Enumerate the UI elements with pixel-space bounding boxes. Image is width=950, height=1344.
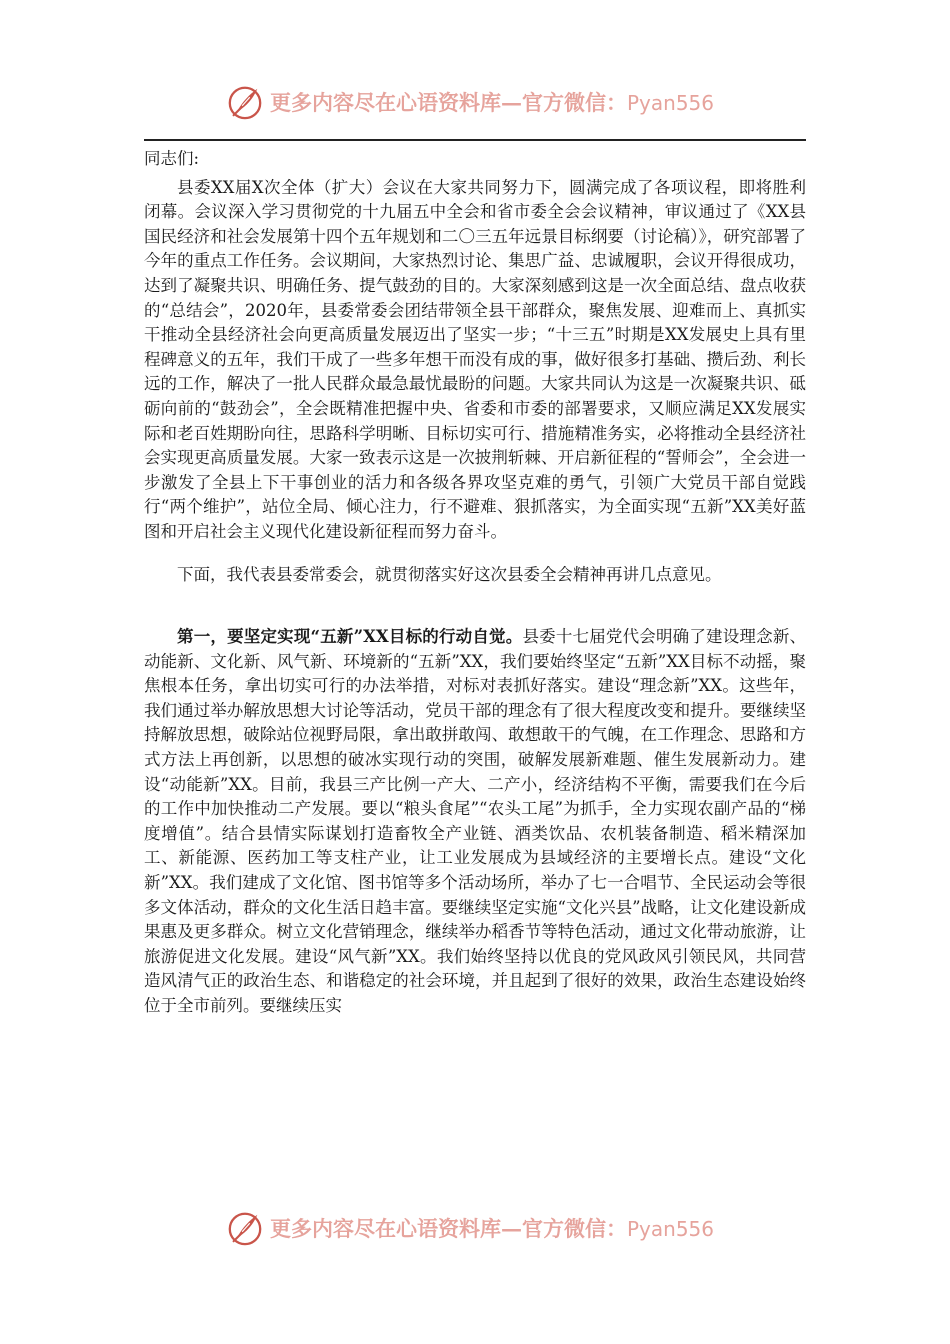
paragraph-1: 县委XX届X次全体（扩大）会议在大家共同努力下，圆满完成了各项议程，即将胜利闭幕。会议深入学习贯彻党的十九届五中全会和省市委全会会议精神，审议通过了《XX县国民经济和社会发展第十四个五年规划和二〇三五年远景目标纲要（讨论稿）》，研究部署了今年的重点工作任务。会议期间，大家热烈讨论、集思广益、忠诚履职，会议开得很成功，达到了凝聚共识、明确任务、提气鼓劲的目的。大家深刻感到这是一次全面总结、盘点收获的“总结会”，2020年，县委常委会团结带领全县干部群众，聚焦发展、迎难而上、真抓实干推动全县经济社会向更高质量发展迈出了坚实一步；“十三五”时期是XX发展史上具有里程碑意义的五年，我们干成了一些多年想干而没有成的事，做好很多打基础、攒后劲、利长远的工作，解决了一批人民群众最急最忧最盼的问题。大家共同认为这是一次凝聚共识、砥砺向前的“鼓劲会”，全会既精准把握中央、省委和市委的部署要求，又顺应满足XX发展实际和老百姓期盼向往，思路科学明晰、目标切实可行、措施精准务实，必将推动全县经济社会实现更高质量发展。大家一致表示这是一次披荆斩棘、开启新征程的“誓师会”，全会进一步激发了全县上下干事创业的活力和各级各界攻坚克难的勇气，引领广大党员干部自觉践行“两个维护”，站位全局、倾心注力，行不避难、狠抓落实，为全面实现“五新”XX美好蓝图和开启社会主义现代化建设新征程而努力奋斗。: [144, 177, 806, 541]
banner-text: 更多内容尽在心语资料库—官方微信：Pyan556: [270, 90, 715, 115]
document-body: [144, 144, 806, 1019]
feather-pen-logo-icon: [226, 83, 264, 121]
footer-banner: [226, 1206, 746, 1250]
paragraph-3-heading: 第一，要坚定实现“五新”XX目标的行动自觉。: [177, 627, 523, 647]
greeting: 同志们:: [144, 149, 200, 168]
paragraph-3-body: 县委十七届党代会明确了建设理念新、动能新、文化新、风气新、环境新的“五新”XX，我们要始终坚定“五新”XX目标不动摇，聚焦根本任务，拿出切实可行的办法举措，对标对表抓好落实。建设“理念新”XX。这些年，我们通过举办解放思想大讨论等活动，党员干部的理念有了很大程度改变和提升。要继续坚持解放思想，破除站位视野局限，拿出敢拼敢闯、敢想敢干的气魄，在工作理念、思路和方式方法上再创新，以思想的破冰实现行动的突围，破解发展新难题、催生发展新动力。建设“动能新”XX。目前，我县三产比例一产大、二产小，经济结构不平衡，需要我们在今后的工作中加快推动二产发展。要以“粮头食尾”“农头工尾”为抓手，全力实现农副产品的“梯度增值”。结合县情实际谋划打造畜牧全产业链、酒类饮品、农机装备制造、稻米精深加工、新能源、医药加工等支柱产业，让工业发展成为县域经济的主要增长点。建设“文化新”XX。我们建成了文化馆、图书馆等多个活动场所，举办了七一合唱节、全民运动会等很多文体活动，群众的文化生活日趋丰富。要继续坚定实施“文化兴县”战略，让文化建设新成果惠及更多群众。树立文化营销理念，继续举办稻香节等特色活动，通过文化带动旅游，让旅游促进文化发展。建设“风气新”XX。我们始终坚持以优良的党风政风引领民风，共同营造风清气正的政治生态、和谐稳定的社会环境，并且起到了很好的效果，政治生态建设始终位于全市前列。要继续压实: [144, 627, 807, 1015]
wechat-id: Pyan556: [627, 91, 715, 115]
wechat-id: Pyan556: [627, 1217, 715, 1241]
header-divider: [144, 139, 806, 141]
paragraph-3: [144, 625, 806, 1019]
banner-text: 更多内容尽在心语资料库—官方微信：Pyan556: [270, 1216, 715, 1241]
feather-pen-logo-icon: [226, 1209, 264, 1247]
header-banner: [226, 80, 746, 124]
paragraph-2: 下面，我代表县委常委会，就贯彻落实好这次县委全会精神再讲几点意见。: [177, 564, 722, 584]
